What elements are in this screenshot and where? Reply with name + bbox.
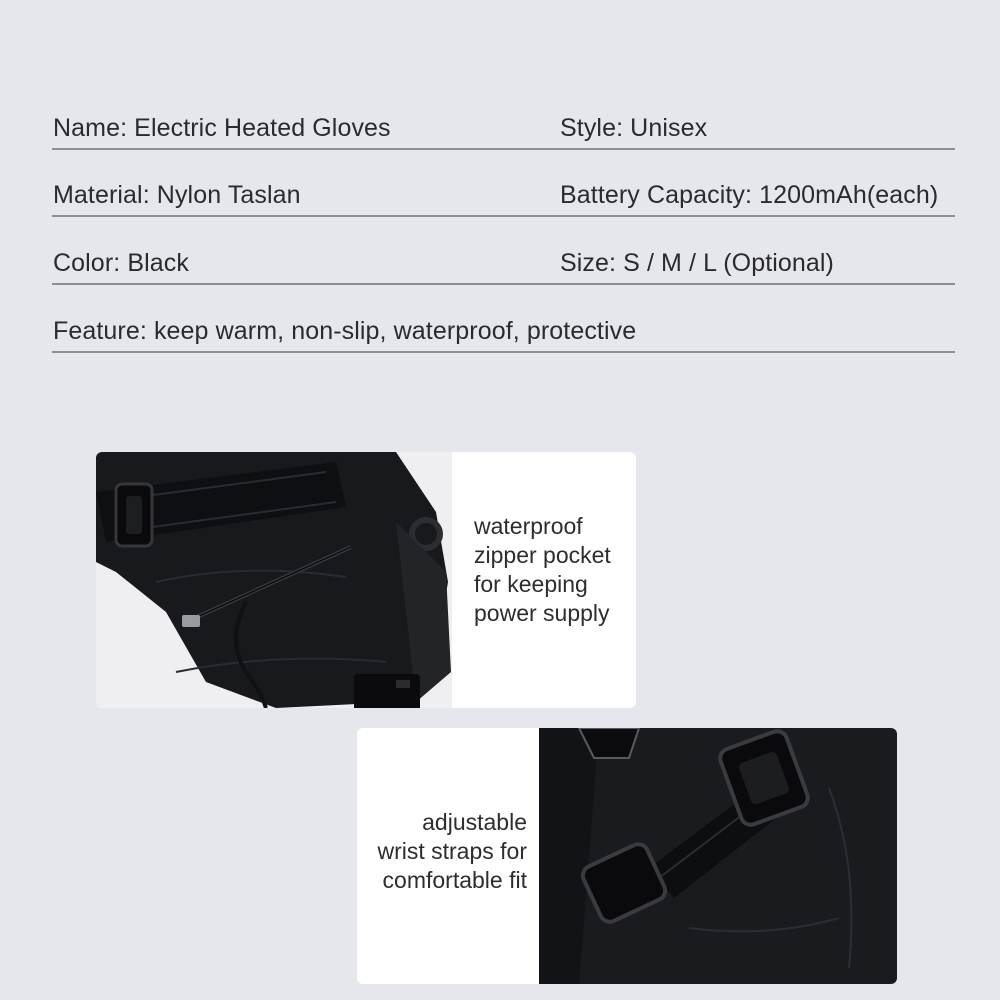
- spec-material: Material: Nylon Taslan: [53, 181, 301, 209]
- strap-caption-line-3: comfortable fit: [382, 867, 527, 893]
- spec-row-4: [52, 307, 955, 353]
- pocket-caption: [474, 512, 611, 628]
- glove-zipper-pocket-photo: [96, 452, 452, 708]
- pocket-caption-line-3: for keeping: [474, 571, 588, 597]
- strap-caption-line-2: wrist straps for: [377, 838, 527, 864]
- pocket-caption-line-1: waterproof: [474, 513, 583, 539]
- spec-size: Size: S / M / L (Optional): [560, 249, 834, 277]
- pocket-caption-line-4: power supply: [474, 600, 610, 626]
- spec-battery: Battery Capacity: 1200mAh(each): [560, 181, 939, 209]
- spec-name: Name: Electric Heated Gloves: [53, 114, 391, 142]
- spec-row-3: [52, 239, 955, 285]
- glove-strap-illustration: [539, 728, 897, 984]
- strap-caption: [377, 808, 527, 895]
- spec-row-1: [52, 104, 955, 150]
- spec-row-2: [52, 171, 955, 217]
- feature-card-pocket: [96, 452, 636, 708]
- strap-caption-line-1: adjustable: [422, 809, 527, 835]
- feature-card-strap: [357, 728, 897, 984]
- spec-style: Style: Unisex: [560, 114, 708, 142]
- spec-feature: Feature: keep warm, non-slip, waterproof, protective: [53, 317, 637, 345]
- pocket-caption-line-2: zipper pocket: [474, 542, 611, 568]
- spec-color: Color: Black: [53, 249, 189, 277]
- glove-wrist-strap-photo: [539, 728, 897, 984]
- glove-pocket-illustration: [96, 452, 452, 708]
